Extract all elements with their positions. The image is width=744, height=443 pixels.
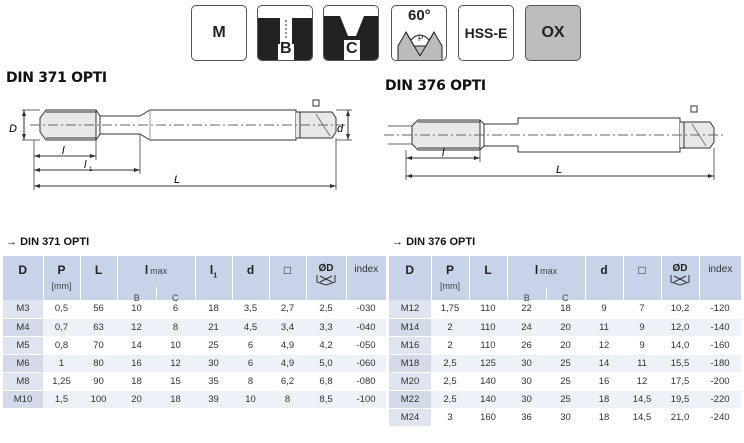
table-cell: 8 — [232, 372, 269, 390]
material-hss-e-icon: HSS-E — [458, 5, 514, 61]
table-cell: 14,5 — [623, 390, 661, 408]
table-cell: -100 — [346, 390, 386, 408]
col-L: L — [469, 256, 507, 300]
table-cell: 3 — [431, 408, 469, 426]
col-d: d — [585, 256, 623, 300]
table-cell: 9 — [585, 300, 623, 318]
table-cell: -030 — [346, 300, 386, 318]
thread-size-cell: M12 — [389, 300, 431, 318]
col-square: □ — [623, 256, 661, 300]
table-cell: 2,5 — [431, 372, 469, 390]
table-cell: 4,9 — [269, 354, 306, 372]
drill-icon — [669, 274, 691, 286]
din371-spec-table — [3, 256, 386, 409]
chamfer-form-b-icon: B — [257, 5, 313, 61]
table-row — [389, 390, 741, 408]
table-cell: 0,7 — [43, 318, 80, 336]
table-cell: -220 — [699, 390, 741, 408]
table-cell: 8 — [156, 318, 195, 336]
table-cell: 9 — [623, 336, 661, 354]
table-cell: 18 — [585, 408, 623, 426]
dim-d-label: d — [337, 123, 344, 135]
table-cell: -120 — [699, 300, 741, 318]
table-cell: 56 — [80, 300, 117, 318]
table-row — [389, 408, 741, 426]
table-cell: 18 — [195, 300, 232, 318]
thread-size-cell: M6 — [3, 354, 43, 372]
table-cell: 14,5 — [623, 408, 661, 426]
table-cell: 14 — [117, 336, 156, 354]
table-cell: 5,0 — [306, 354, 346, 372]
table-cell: -180 — [699, 354, 741, 372]
table-cell: 22 — [507, 300, 546, 318]
table-cell: -160 — [699, 336, 741, 354]
table-cell: 160 — [469, 408, 507, 426]
col-square: □ — [269, 256, 306, 300]
table-cell: 35 — [195, 372, 232, 390]
col-index: index — [346, 256, 386, 300]
table-cell: 24 — [507, 318, 546, 336]
thread-size-cell: M18 — [389, 354, 431, 372]
table-cell: 110 — [469, 318, 507, 336]
table-cell: 100 — [80, 390, 117, 408]
table-cell: 1,25 — [43, 372, 80, 390]
table-cell: 9 — [623, 318, 661, 336]
din376-drawing — [380, 100, 740, 185]
table-cell: 16 — [585, 372, 623, 390]
table-row — [389, 318, 741, 336]
thread-size-cell: M3 — [3, 300, 43, 318]
table-cell: 6,8 — [306, 372, 346, 390]
table-cell: -140 — [699, 318, 741, 336]
col-d: d — [232, 256, 269, 300]
table-cell: 140 — [469, 390, 507, 408]
table-cell: 1 — [43, 354, 80, 372]
table-cell: 18 — [546, 300, 585, 318]
table-heading-din376: → DIN 376 OPTI — [392, 236, 476, 248]
col-lmax: l max B C — [117, 256, 195, 300]
table-cell: 4,5 — [232, 318, 269, 336]
table-cell: 10 — [117, 300, 156, 318]
table-cell: 14,0 — [661, 336, 699, 354]
table-cell: 7 — [623, 300, 661, 318]
table-cell: 26 — [507, 336, 546, 354]
table-cell: 110 — [469, 336, 507, 354]
drill-icon — [315, 274, 337, 286]
table-cell: 10 — [156, 336, 195, 354]
tap-type-m-icon: M — [191, 5, 247, 61]
dim-l-label: l — [62, 145, 65, 157]
dim-l1-sub: 1 — [89, 167, 93, 173]
table-cell: 4,2 — [306, 336, 346, 354]
table-cell: 3,5 — [232, 300, 269, 318]
table-cell: 8,5 — [306, 390, 346, 408]
thread-size-cell: M5 — [3, 336, 43, 354]
table-cell: 39 — [195, 390, 232, 408]
table-cell: 15,5 — [661, 354, 699, 372]
col-D: D — [3, 256, 43, 300]
table-cell: 25 — [195, 336, 232, 354]
col-P: P [mm] — [431, 256, 469, 300]
table-heading-din371: → DIN 371 OPTI — [6, 236, 90, 248]
dim-L-label: L — [174, 174, 181, 186]
table-row — [3, 318, 386, 336]
thread-size-cell: M14 — [389, 318, 431, 336]
table-cell: -200 — [699, 372, 741, 390]
table-cell: 12,0 — [661, 318, 699, 336]
thread-size-cell: M8 — [3, 372, 43, 390]
table-cell: 140 — [469, 372, 507, 390]
dim-l1-label: l — [84, 159, 87, 171]
table-cell: 70 — [80, 336, 117, 354]
table-cell: 36 — [507, 408, 546, 426]
table-cell: 125 — [469, 354, 507, 372]
table-cell: 30 — [507, 390, 546, 408]
table-cell: 1,75 — [431, 300, 469, 318]
table-cell: 25 — [546, 354, 585, 372]
thread-size-cell: M20 — [389, 372, 431, 390]
col-l1: $l_1$ — [195, 256, 232, 300]
table-header-row — [3, 256, 386, 300]
table-header-row — [389, 256, 741, 300]
dim-L-label-376: L — [556, 164, 563, 176]
thread-size-cell: M4 — [3, 318, 43, 336]
table-cell: 20 — [546, 318, 585, 336]
col-od: ØD — [306, 256, 346, 300]
table-cell: 30 — [507, 354, 546, 372]
drawing-title-din376: DIN 376 OPTI — [385, 78, 486, 94]
table-cell: -040 — [346, 318, 386, 336]
table-cell: 30 — [195, 354, 232, 372]
din371-drawing — [0, 90, 360, 200]
table-row — [3, 336, 386, 354]
table-cell: 3,3 — [306, 318, 346, 336]
table-cell: 2,5 — [306, 300, 346, 318]
table-cell: 30 — [507, 372, 546, 390]
table-cell: -060 — [346, 354, 386, 372]
thread-size-cell: M24 — [389, 408, 431, 426]
col-lmax: l max B C — [507, 256, 585, 300]
table-cell: 19,5 — [661, 390, 699, 408]
thread-size-cell: M22 — [389, 390, 431, 408]
table-cell: 30 — [546, 408, 585, 426]
table-cell: 90 — [80, 372, 117, 390]
table-cell: 6 — [232, 336, 269, 354]
coating-ox-icon: OX — [525, 5, 581, 61]
table-cell: 18 — [585, 390, 623, 408]
thread-size-cell: M10 — [3, 390, 43, 408]
table-cell: 11 — [585, 318, 623, 336]
table-cell: 10,2 — [661, 300, 699, 318]
table-cell: 17,5 — [661, 372, 699, 390]
chamfer-form-c-icon: C — [323, 5, 379, 61]
table-cell: 2 — [431, 318, 469, 336]
table-cell: 20 — [117, 390, 156, 408]
table-cell: 3,4 — [269, 318, 306, 336]
table-row — [3, 390, 386, 408]
table-cell: 21 — [195, 318, 232, 336]
table-cell: 10 — [232, 390, 269, 408]
col-P: P [mm] — [43, 256, 80, 300]
table-cell: 12 — [623, 372, 661, 390]
table-row — [3, 354, 386, 372]
table-cell: 2,5 — [431, 354, 469, 372]
table-cell: 2,7 — [269, 300, 306, 318]
col-L: L — [80, 256, 117, 300]
table-row — [389, 354, 741, 372]
table-cell: 2 — [431, 336, 469, 354]
table-cell: 80 — [80, 354, 117, 372]
table-cell: 110 — [469, 300, 507, 318]
table-cell: 15 — [156, 372, 195, 390]
table-cell: 4,9 — [269, 336, 306, 354]
table-cell: 11 — [623, 354, 661, 372]
table-cell: 18 — [117, 372, 156, 390]
table-cell: 16 — [117, 354, 156, 372]
din376-spec-table — [389, 256, 741, 427]
thread-angle-icon: 60° P — [391, 5, 447, 61]
table-cell: 0,5 — [43, 300, 80, 318]
table-cell: 2,5 — [431, 390, 469, 408]
table-cell: -080 — [346, 372, 386, 390]
table-cell: 6 — [232, 354, 269, 372]
thread-size-cell: M16 — [389, 336, 431, 354]
table-row — [389, 336, 741, 354]
table-cell: 12 — [156, 354, 195, 372]
table-cell: -050 — [346, 336, 386, 354]
table-cell: 18 — [156, 390, 195, 408]
table-cell: 14 — [585, 354, 623, 372]
table-cell: 25 — [546, 372, 585, 390]
col-D: D — [389, 256, 431, 300]
table-cell: 20 — [546, 336, 585, 354]
table-cell: 0,8 — [43, 336, 80, 354]
col-index: index — [699, 256, 741, 300]
drawing-title-din371: DIN 371 OPTI — [6, 70, 107, 86]
dim-D-label: D — [9, 123, 17, 135]
table-cell: -240 — [699, 408, 741, 426]
table-cell: 63 — [80, 318, 117, 336]
table-cell: 1,5 — [43, 390, 80, 408]
table-cell: 12 — [585, 336, 623, 354]
table-cell: 6,2 — [269, 372, 306, 390]
dim-l-label-376: l — [442, 147, 445, 159]
table-cell: 25 — [546, 390, 585, 408]
table-cell: 21,0 — [661, 408, 699, 426]
table-cell: 12 — [117, 318, 156, 336]
col-od: ØD — [661, 256, 699, 300]
table-row — [3, 372, 386, 390]
table-cell: 8 — [269, 390, 306, 408]
table-row — [389, 372, 741, 390]
table-cell: 6 — [156, 300, 195, 318]
